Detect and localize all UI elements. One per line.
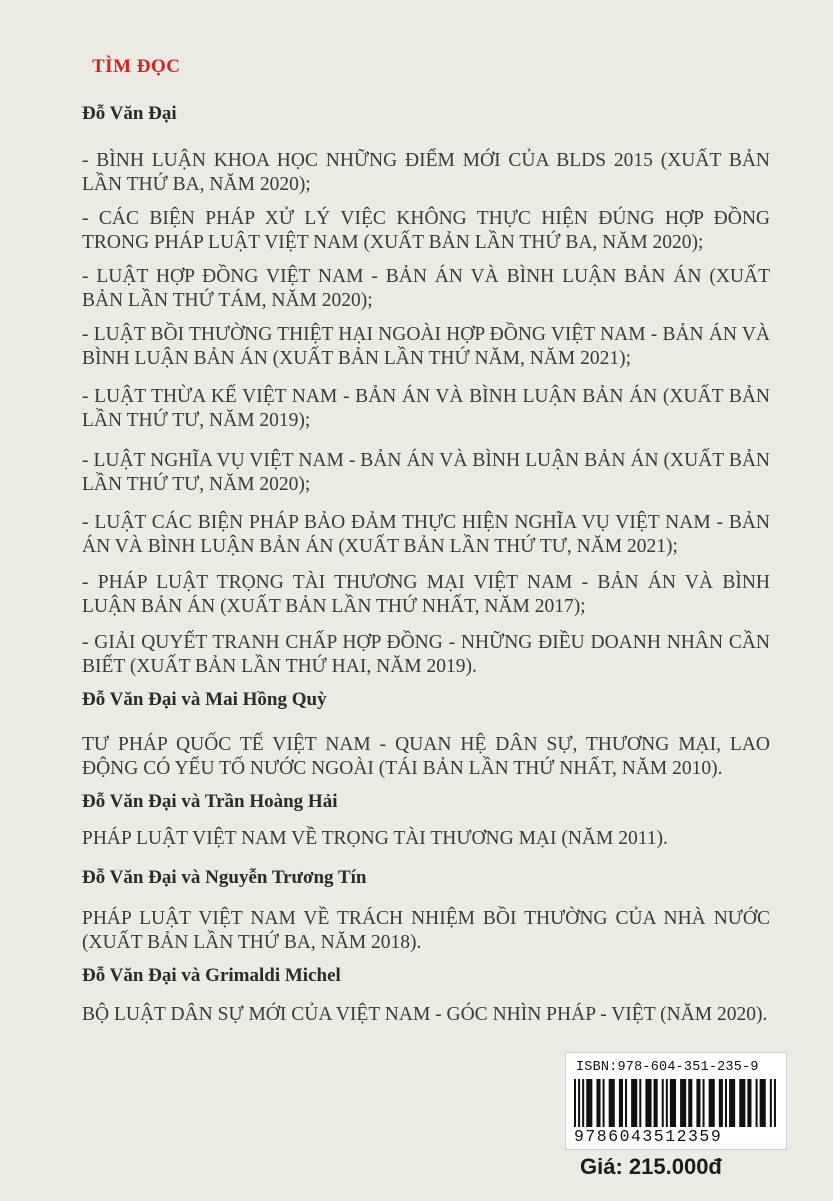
author-name: Đỗ Văn Đại và Nguyễn Trương Tín [82, 867, 367, 888]
isbn-barcode [565, 1052, 787, 1150]
barcode-bar [770, 1079, 772, 1127]
barcode-bar [619, 1079, 623, 1127]
author-name: Đỗ Văn Đại và Mai Hồng Quỳ [82, 689, 327, 710]
barcode-bar [639, 1079, 641, 1127]
book-entry: - LUẬT HỢP ĐỒNG VIỆT NAM - BẢN ÁN VÀ BÌNH LUẬN BẢN ÁN (XUẤT BẢN LẦN THỨ TÁM, NĂM 2020); [82, 266, 770, 311]
barcode-bar [696, 1079, 700, 1127]
barcode-bars [574, 1079, 778, 1127]
book-entry: - LUẬT CÁC BIỆN PHÁP BẢO ĐẢM THỰC HIỆN NGHĨA VỤ VIỆT NAM - BẢN ÁN VÀ BÌNH LUẬN BẢN ÁN (XUẤT BẢN LẦN THỨ TƯ, NĂM 2021); [82, 512, 770, 557]
barcode-bar [631, 1079, 637, 1127]
book-entry: PHÁP LUẬT VIỆT NAM VỀ TRÁCH NHIỆM BỒI THƯỜNG CỦA NHÀ NƯỚC (XUẤT BẢN LẦN THỨ BA, NĂM 2018). [82, 908, 770, 953]
book-entry: - LUẬT BỒI THƯỜNG THIỆT HẠI NGOÀI HỢP ĐỒNG VIỆT NAM - BẢN ÁN VÀ BÌNH LUẬN BẢN ÁN (XUẤT BẢN LẦN THỨ NĂM, NĂM 2021); [82, 324, 770, 369]
book-entry: - CÁC BIỆN PHÁP XỬ LÝ VIỆC KHÔNG THỰC HIỆN ĐÚNG HỢP ĐỒNG TRONG PHÁP LUẬT VIỆT NAM (XUẤT BẢN LẦN THỨ BA, NĂM 2020); [82, 208, 770, 253]
section-heading: TÌM ĐỌC [92, 56, 181, 77]
barcode-bar [578, 1079, 580, 1127]
book-entry: - PHÁP LUẬT TRỌNG TÀI THƯƠNG MẠI VIỆT NAM - BẢN ÁN VÀ BÌNH LUẬN BẢN ÁN (XUẤT BẢN LẦN THỨ NHẤT, NĂM 2017); [82, 572, 770, 617]
barcode-bar [760, 1079, 766, 1127]
barcode-bar [596, 1079, 600, 1127]
price-label: Giá: 215.000đ [580, 1154, 722, 1179]
barcode-bar [719, 1079, 723, 1127]
barcode-bar [680, 1079, 686, 1127]
book-entry: - LUẬT NGHĨA VỤ VIỆT NAM - BẢN ÁN VÀ BÌNH LUẬN BẢN ÁN (XUẤT BẢN LẦN THỨ TƯ, NĂM 2020); [82, 450, 770, 495]
barcode-bar [574, 1079, 576, 1127]
book-entry: TƯ PHÁP QUỐC TẾ VIỆT NAM - QUAN HỆ DÂN SỰ, THƯƠNG MẠI, LAO ĐỘNG CÓ YẾU TỐ NƯỚC NGOÀI (TÁI BẢN LẦN THỨ NHẤT, NĂM 2010). [82, 734, 770, 779]
barcode-bar [729, 1079, 735, 1127]
book-entry: PHÁP LUẬT VIỆT NAM VỀ TRỌNG TÀI THƯƠNG MẠI (NĂM 2011). [82, 828, 668, 849]
author-name: Đỗ Văn Đại và Trần Hoàng Hải [82, 791, 338, 812]
author-name: Đỗ Văn Đại [82, 103, 177, 124]
barcode-bar [586, 1079, 592, 1127]
barcode-bar [662, 1079, 664, 1127]
barcode-bar [645, 1079, 651, 1127]
book-entry: - GIẢI QUYẾT TRANH CHẤP HỢP ĐỒNG - NHỮNG ĐIỀU DOANH NHÂN CẦN BIẾT (XUẤT BẢN LẦN THỨ HAI, NĂM 2019). [82, 632, 770, 677]
barcode-bar [747, 1079, 751, 1127]
barcode-digits: 9786043512359 [574, 1127, 723, 1146]
barcode-bar [625, 1079, 627, 1127]
book-entry: - BÌNH LUẬN KHOA HỌC NHỮNG ĐIỂM MỚI CỦA BLDS 2015 (XUẤT BẢN LẦN THỨ BA, NĂM 2020); [82, 150, 770, 195]
barcode-bar [603, 1079, 605, 1127]
barcode-bar [703, 1079, 705, 1127]
book-entry: BỘ LUẬT DÂN SỰ MỚI CỦA VIỆT NAM - GÓC NHÌN PHÁP - VIỆT (NĂM 2020). [82, 1004, 768, 1025]
book-entry: - LUẬT THỪA KẾ VIỆT NAM - BẢN ÁN VÀ BÌNH LUẬN BẢN ÁN (XUẤT BẢN LẦN THỨ TƯ, NĂM 2019); [82, 386, 770, 431]
barcode-bar [654, 1079, 658, 1127]
author-name: Đỗ Văn Đại và Grimaldi Michel [82, 965, 341, 986]
isbn-label: ISBN:978-604-351-235-9 [576, 1060, 759, 1075]
barcode-bar [688, 1079, 692, 1127]
barcode-bar [739, 1079, 745, 1127]
barcode-bar [709, 1079, 715, 1127]
barcode-bar [774, 1079, 776, 1127]
barcode-bar [670, 1079, 676, 1127]
barcode-bar [725, 1079, 727, 1127]
barcode-bar [756, 1079, 758, 1127]
barcode-bar [666, 1079, 668, 1127]
barcode-bar [582, 1079, 584, 1127]
barcode-bar [609, 1079, 615, 1127]
